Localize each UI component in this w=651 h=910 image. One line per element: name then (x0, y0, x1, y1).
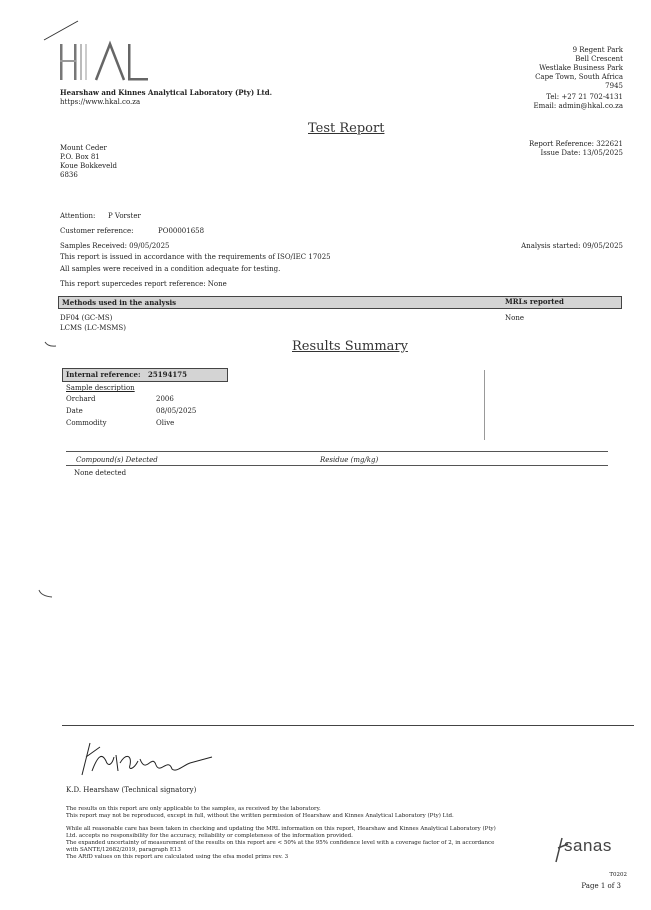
footer-line: The ARfD values on this report are calculated using the efsa model prims rev. 3 (66, 854, 289, 860)
analysis-started: Analysis started: 09/05/2025 (521, 242, 623, 250)
footer-line: While all reasonable care has been taken in checking and updating the MRL information on this report, Hearshaw and Kinnes Analytical Laboratory (Pty) (66, 826, 496, 832)
sanas-logo (552, 834, 632, 864)
table-top-rule (66, 451, 608, 452)
company-address (423, 46, 623, 111)
report-reference: Report Reference: 322621 (528, 140, 623, 148)
col-compound: Compound(s) Detected (76, 456, 158, 464)
issue-date: Issue Date: 13/05/2025 (540, 149, 623, 157)
company-email: Email: admin@hkal.co.za (533, 102, 623, 110)
client-line: Koue Bokkeveld (60, 162, 117, 170)
sanas-code: T0202 (609, 872, 627, 878)
sample-description-label: Sample description (66, 384, 135, 392)
footer-note: The results on this report are only applicable to the samples, as received by the laboratory. (66, 806, 321, 812)
mrls-value: None (505, 314, 524, 322)
scan-mark (38, 584, 54, 603)
client-line: Mount Ceder (60, 144, 107, 152)
customer-ref-label: Customer reference: (60, 227, 134, 235)
sample-row-value: 08/05/2025 (156, 407, 197, 415)
accreditation-note: This report is issued in accordance with the requirements of ISO/IEC 17025 (60, 253, 331, 261)
col-residue: Residue (mg/kg) (320, 456, 379, 464)
footer-note: This report may not be reproduced, except in full, without the written permission of Hearshaw and Kinnes Analytical Laboratory (Pty) Ltd. (66, 813, 454, 819)
sample-row-value: Olive (156, 419, 175, 427)
scan-mark (44, 334, 58, 353)
internal-ref-value: 25194175 (148, 370, 187, 379)
report-meta (423, 140, 623, 158)
company-website: https://www.hkal.co.za (60, 98, 141, 106)
page-number: Page 1 of 3 (581, 882, 621, 890)
client-address (60, 144, 117, 180)
attention-value: P Vorster (108, 212, 141, 220)
client-line: P.O. Box 81 (60, 153, 100, 161)
footer-line: with SANTE/12682/2019, paragraph E13 (66, 847, 181, 853)
company-logo (58, 40, 158, 82)
hkal-logo-icon (58, 40, 158, 82)
footer-notes (66, 806, 546, 820)
method-item: LCMS (LC-MSMS) (60, 324, 126, 332)
client-line: 6836 (60, 171, 78, 179)
sample-row-label: Date (66, 407, 83, 415)
supersedes-note: This report supercedes report reference: None (60, 280, 227, 288)
signature-image (72, 735, 232, 785)
sample-row-label: Commodity (66, 419, 107, 427)
signatory-name: K.D. Hearshaw (Technical signatory) (66, 786, 197, 794)
pen-mark (42, 18, 82, 46)
column-rule (484, 370, 485, 440)
table-header-rule (66, 465, 608, 466)
sanas-logo-text: sanas (564, 836, 612, 855)
company-tel: Tel: +27 21 702-4131 (546, 93, 623, 101)
attention-label: Attention: (60, 212, 96, 220)
address-line: 9 Regent Park (572, 46, 623, 54)
internal-ref-label: Internal reference: (66, 370, 141, 379)
none-detected: None detected (74, 469, 127, 477)
methods-header: Methods used in the analysis (62, 298, 177, 307)
report-title: Test Report (308, 121, 385, 136)
mrls-header: MRLs reported (505, 297, 564, 306)
footer-line: Ltd. accepts no responsibility for the accuracy, reliability or completeness of the information provided. (66, 833, 353, 839)
condition-note: All samples were received in a condition adequate for testing. (60, 265, 281, 273)
address-line: Bell Crescent (575, 55, 623, 63)
customer-ref-value: PO00001658 (158, 227, 205, 235)
footer-line: The expanded uncertainty of measurement of the results on this report are < 50% at the 95% confidence level with a coverage factor of 2, in accordance (66, 840, 495, 846)
samples-received: Samples Received: 09/05/2025 (60, 242, 170, 250)
address-line: Westlake Business Park (539, 64, 623, 72)
address-line: 7945 (605, 82, 623, 90)
company-name: Hearshaw and Kinnes Analytical Laboratory (Pty) Ltd. (60, 88, 273, 97)
results-title: Results Summary (292, 339, 408, 354)
footer-paragraph (66, 826, 546, 861)
sample-row-value: 2006 (156, 395, 174, 403)
sample-row-label: Orchard (66, 395, 96, 403)
footer-rule (62, 725, 634, 726)
address-line: Cape Town, South Africa (535, 73, 623, 81)
handwritten-signature-icon (72, 735, 232, 781)
method-item: DF04 (GC-MS) (60, 314, 113, 322)
